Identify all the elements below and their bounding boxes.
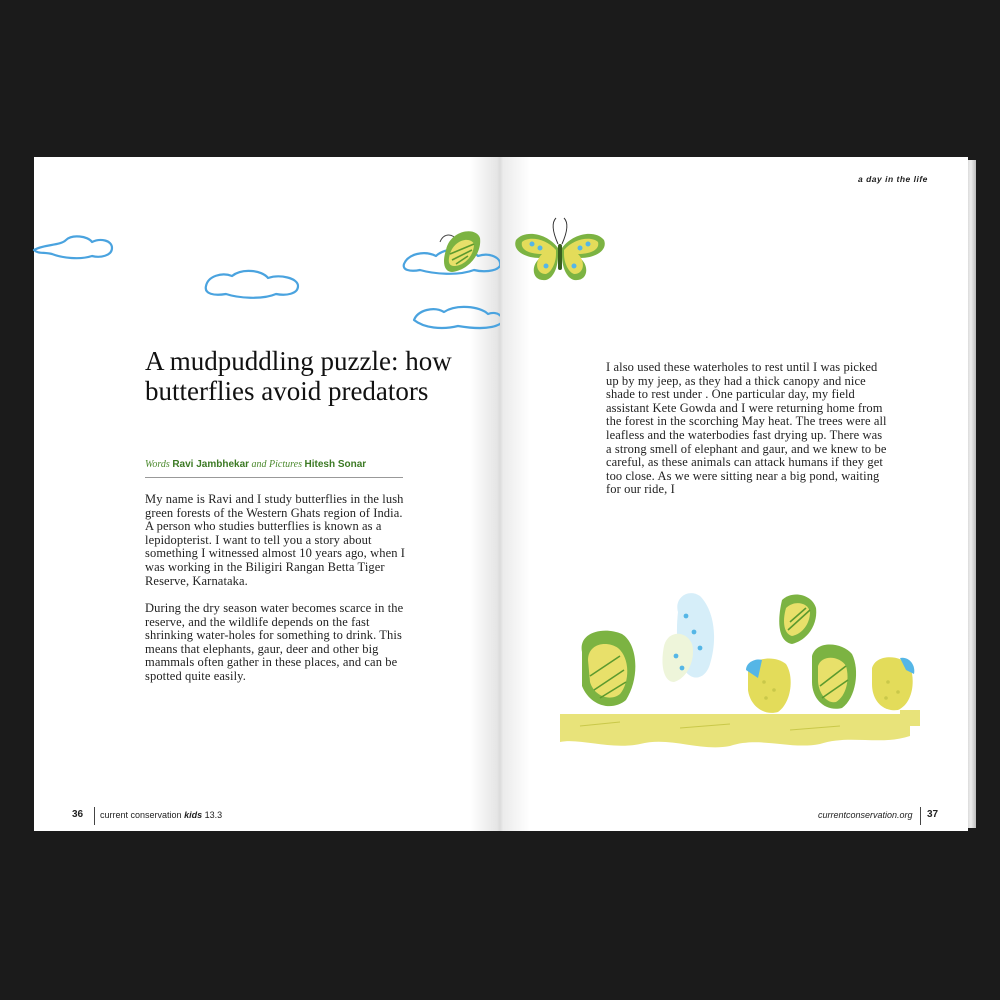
right-paragraph: I also used these waterholes to rest until I was picked up by my jeep, as they had a thick canopy and nice shade to rest under . One particular day, my field assistant Kete Gowda and I were returning home from the forest in the scorching May heat. The trees were all leafless and the waterbodies fast drying up. There was a strong smell of elephant and gaur, and we knew to be careful, as these animals can attack humans if they get too close. As we were sitting near a big pond, waiting for our ride, I (606, 360, 887, 497)
cloud-1 (34, 236, 112, 258)
byline-pictures-label: and Pictures (251, 459, 303, 470)
left-paragraph-2: During the dry season water becomes scarce in the reserve, and the wildlife depends on the fast shrinking water-holes for something to drink. This means that elephants, gaur, deer and other big mammals often gather in these places, and can be spotted quite easily. (145, 601, 404, 683)
magazine-issue: 13.3 (204, 810, 223, 820)
butterfly-ground-4 (812, 645, 856, 709)
byline (145, 459, 475, 470)
butterfly-ground-3 (746, 658, 791, 712)
magazine-kids: kids (184, 810, 203, 820)
butterfly-top-right (510, 214, 610, 294)
article-title: A mudpuddling puzzle: how butterflies avoid predators (145, 346, 452, 406)
left-paragraph-1: My name is Ravi and I study butterflies in the lush green forests of the Western Ghats region of India. A person who studies butterflies is known as a lepidopterist. I want to tell you a story about something I witnessed almost 10 years ago, when I was working in the Biligiri Rangan Betta Tiger Reserve, Karnataka. (145, 492, 406, 588)
cloud-2 (206, 271, 298, 298)
mud-ground (560, 714, 910, 747)
byline-author: Ravi Jambhekar (172, 459, 250, 470)
left-page-number: 36 (72, 809, 84, 820)
section-tag: a day in the life (858, 174, 928, 184)
right-footer-rule (920, 807, 921, 825)
butterfly-ground-5 (872, 657, 914, 710)
butterfly-flying (779, 594, 816, 644)
butterfly-ground-2 (662, 593, 714, 682)
byline-illustrator: Hitesh Sonar (304, 459, 367, 470)
cloud-4 (414, 307, 500, 328)
butterfly-ground-1 (582, 631, 636, 707)
butterfly-top-left (430, 226, 500, 286)
left-footer-magazine (100, 810, 222, 820)
magazine-name: current conservation (100, 810, 182, 820)
mudpuddling-butterflies-illustration (560, 586, 960, 766)
right-page-number: 37 (927, 809, 939, 820)
byline-words-label: Words (145, 459, 170, 470)
right-footer-website: currentconservation.org (818, 810, 913, 820)
byline-divider (145, 477, 403, 478)
left-footer-rule (94, 807, 95, 825)
